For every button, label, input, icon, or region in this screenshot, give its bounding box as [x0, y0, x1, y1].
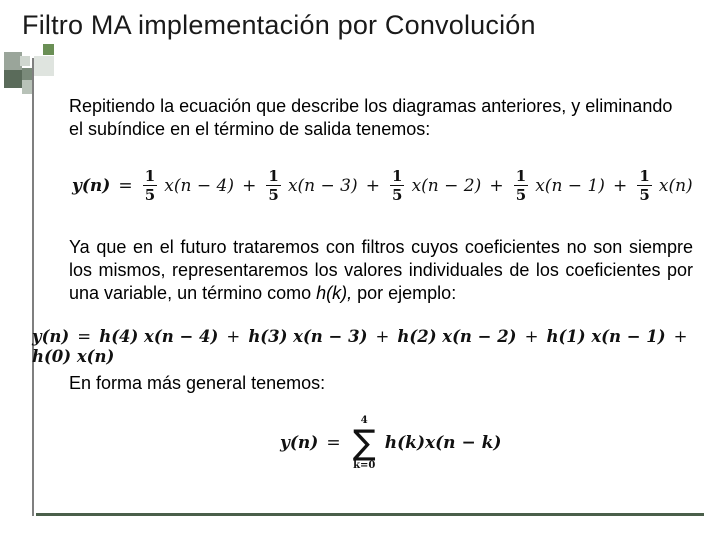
- eq1-fraction: $\frac{1}{5}$: [144, 167, 156, 204]
- eq1-plus: +: [489, 176, 504, 196]
- eq3-lhs: y(n): [280, 433, 319, 453]
- paragraph-2-italic: h(k),: [316, 283, 353, 303]
- eq2-lhs: y(n): [32, 327, 70, 346]
- slide-title: Filtro MA implementación por Convolución: [22, 10, 536, 40]
- equation-summation: [280, 415, 501, 475]
- paragraph-2: Ya que en el futuro trataremos con filtros cuyos coeficientes no son siempre los mismos, representaremos los valores individuales de los coeficientes por una variable, un término como h(k), por ejemplo:: [69, 237, 693, 303]
- eq1-term: x(n − 4): [164, 176, 234, 196]
- equation-moving-average: [72, 168, 693, 214]
- eq2-term: h(3) x(n − 3): [248, 327, 368, 346]
- eq1-term: x(n): [658, 176, 693, 196]
- eq1-fraction: $\frac{1}{5}$: [392, 167, 403, 204]
- summation-symbol: 4 ∑ k=0: [352, 415, 376, 471]
- left-vertical-rule: [32, 58, 34, 516]
- eq2-term: h(1) x(n − 1): [546, 327, 666, 346]
- eq1-equals: =: [118, 176, 133, 196]
- eq3-equals: =: [326, 433, 341, 453]
- eq2-plus: +: [226, 327, 241, 346]
- eq1-plus: +: [612, 176, 628, 196]
- equation-coefficients: [32, 326, 720, 366]
- eq2-plus: +: [673, 327, 688, 346]
- bottom-horizontal-rule: [36, 513, 704, 516]
- eq1-lhs: y(n): [72, 176, 111, 196]
- eq1-plus: +: [242, 176, 257, 196]
- paragraph-3: En forma más general tenemos:: [69, 373, 326, 393]
- eq1-fraction: $\frac{1}{5}$: [515, 167, 527, 204]
- paragraph-1: Repitiendo la ecuación que describe los diagramas anteriores, y eliminando el subíndice en el término de salida tenemos:: [69, 96, 673, 139]
- eq1-term: x(n − 2): [411, 176, 482, 196]
- eq2-equals: =: [77, 327, 92, 346]
- eq1-term: x(n − 3): [287, 176, 358, 196]
- eq2-term: h(0) x(n): [32, 347, 115, 366]
- eq2-plus: +: [375, 327, 390, 346]
- eq1-fraction: $\frac{1}{5}$: [268, 167, 279, 204]
- eq1-fraction: $\frac{1}{5}$: [639, 167, 650, 204]
- eq2-term: h(2) x(n − 2): [397, 327, 517, 346]
- eq1-term: x(n − 1): [535, 176, 605, 196]
- eq2-plus: +: [524, 327, 539, 346]
- eq2-term: h(4) x(n − 4): [99, 327, 219, 346]
- eq3-body: h(k)x(n − k): [384, 433, 502, 453]
- eq1-plus: +: [365, 176, 380, 196]
